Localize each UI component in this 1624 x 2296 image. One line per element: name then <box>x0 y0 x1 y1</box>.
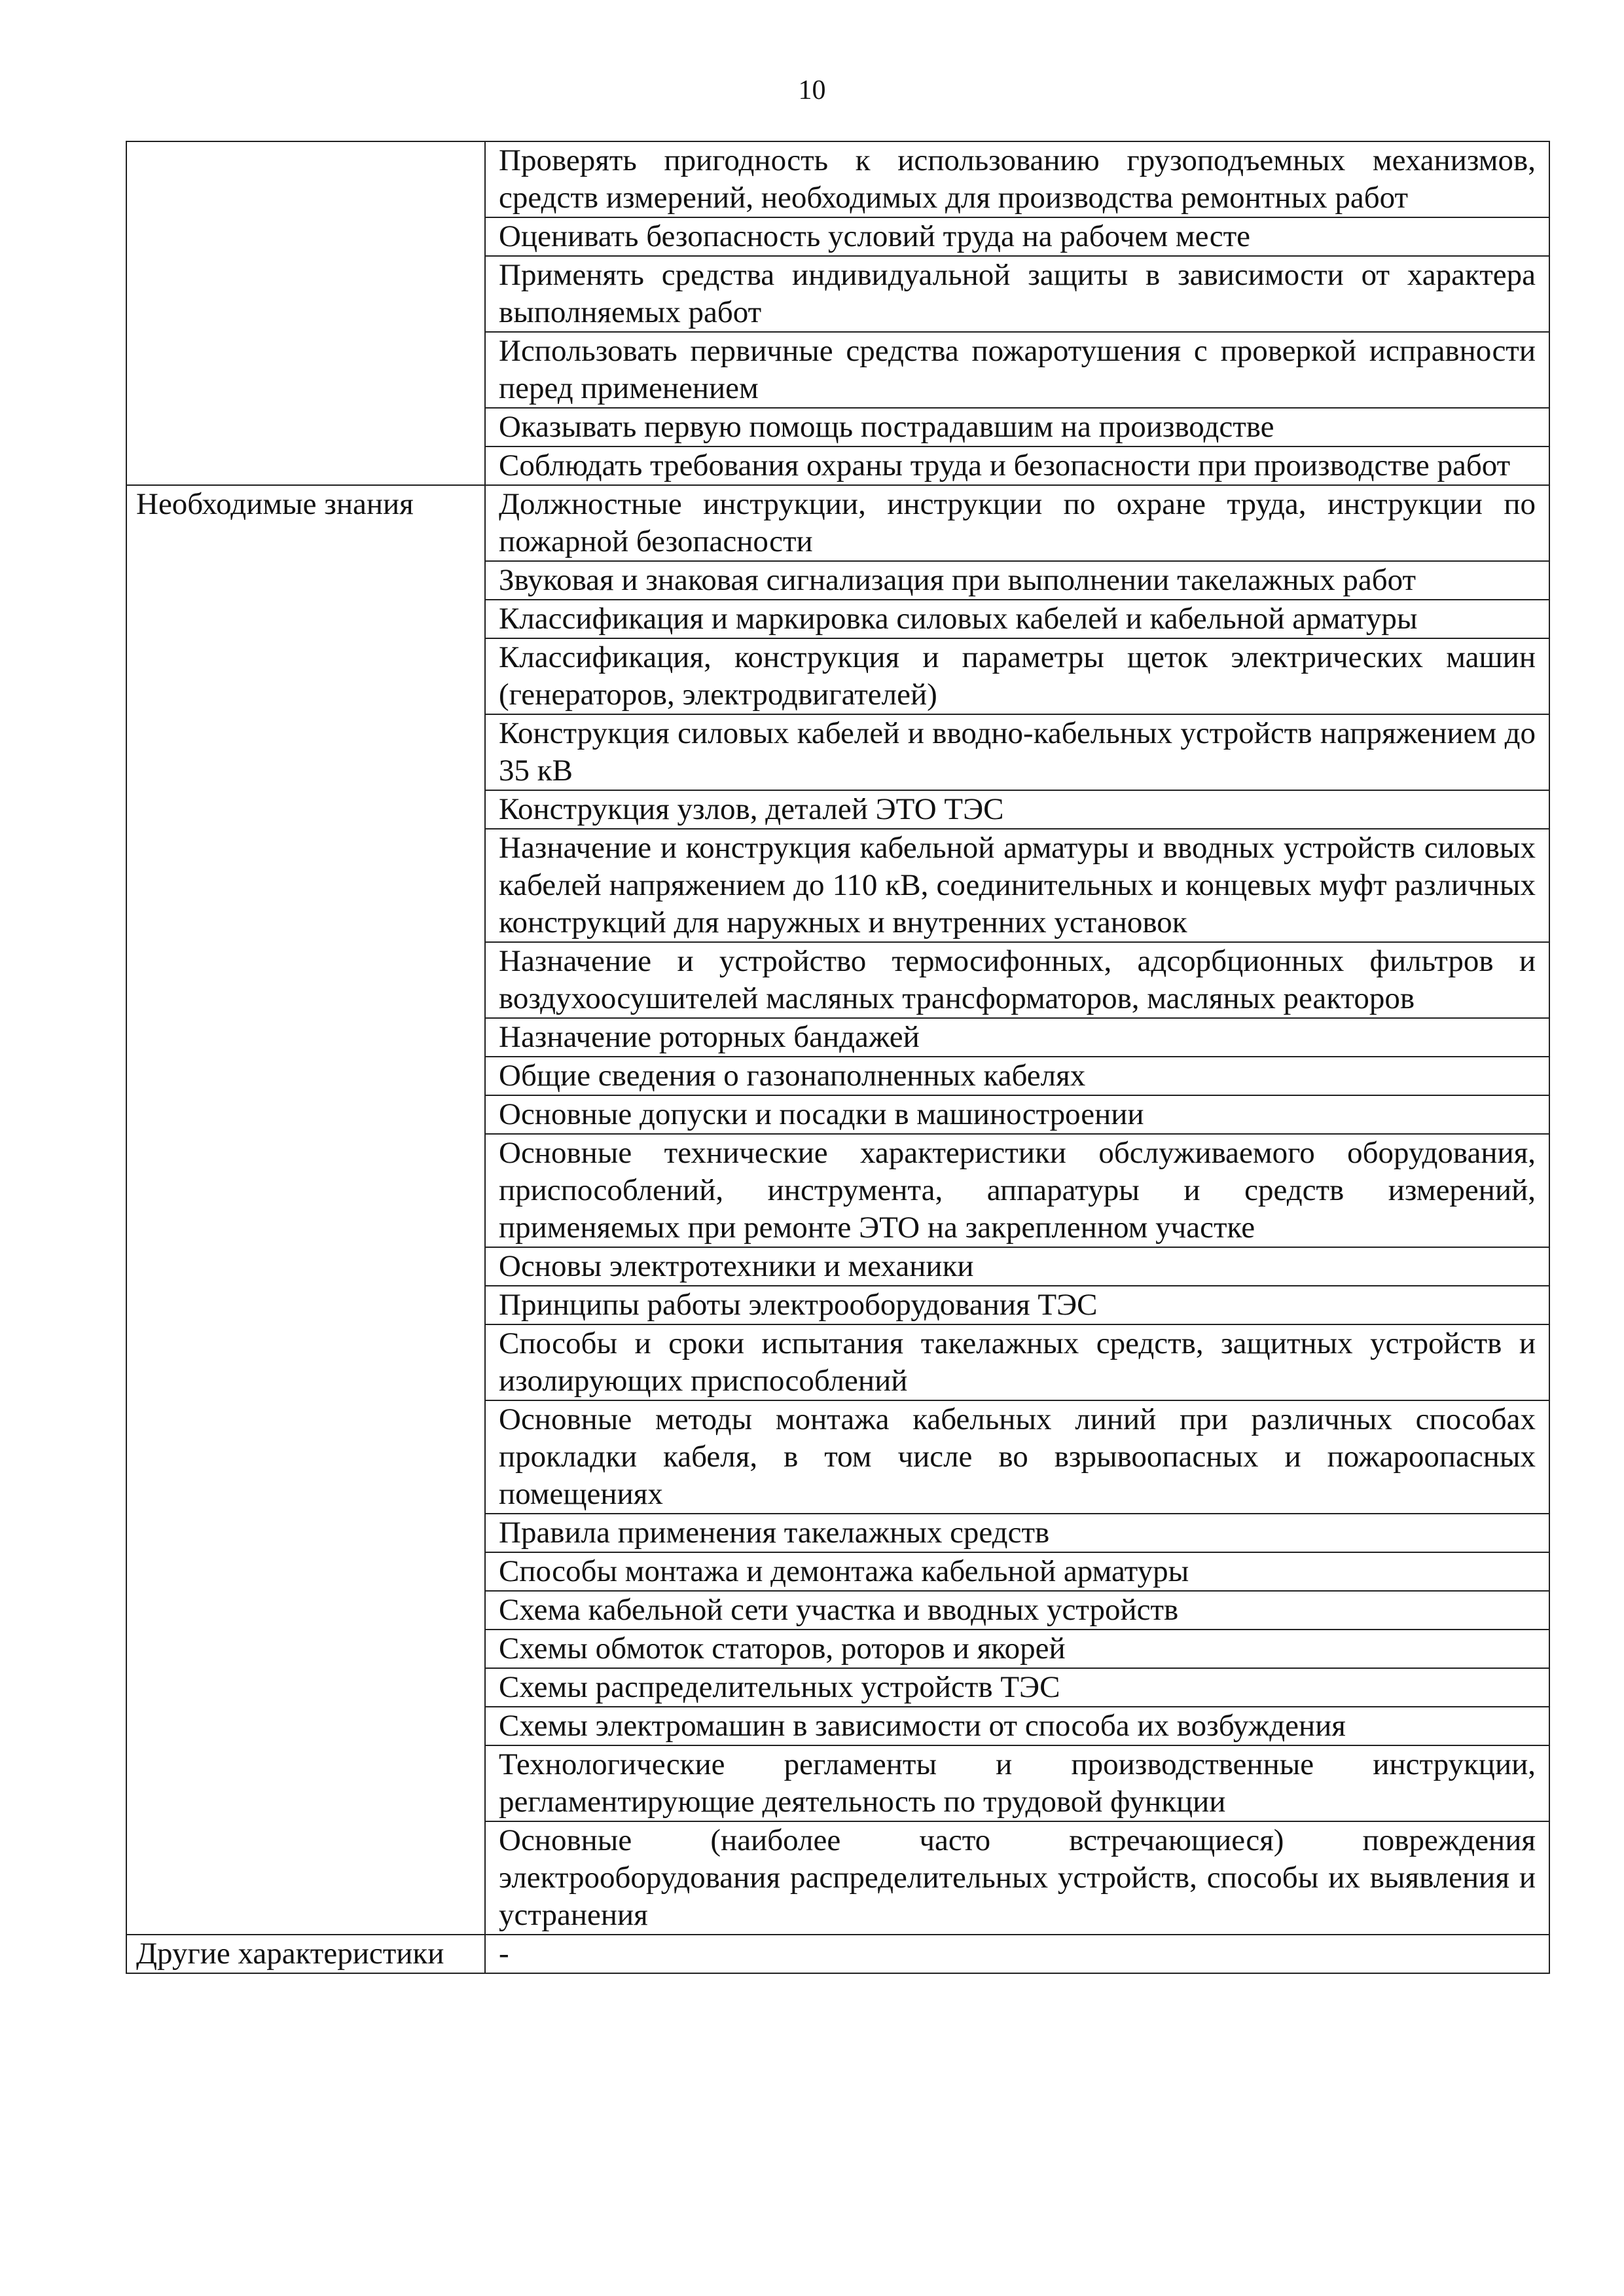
knowledge-item: Конструкция силовых кабелей и вводно-кабельных устройств напряжением до 35 кВ <box>485 714 1549 790</box>
skill-item: Проверять пригодность к использованию грузоподъемных механизмов, средств измерений, необходимых для производства ремонтных работ <box>485 141 1549 217</box>
knowledge-item: Принципы работы электрооборудования ТЭС <box>485 1286 1549 1324</box>
knowledge-item: Назначение и устройство термосифонных, адсорбционных фильтров и воздухоосушителей масляных трансформаторов, масляных реакторов <box>485 942 1549 1018</box>
knowledge-item: Назначение роторных бандажей <box>485 1018 1549 1057</box>
skills-label-cell <box>126 141 485 485</box>
knowledge-item: Звуковая и знаковая сигнализация при выполнении такелажных работ <box>485 561 1549 600</box>
table-row <box>126 485 1549 561</box>
skill-item: Использовать первичные средства пожаротушения с проверкой исправности перед применением <box>485 332 1549 408</box>
knowledge-item: Общие сведения о газонаполненных кабелях <box>485 1057 1549 1095</box>
table-row <box>126 141 1549 217</box>
knowledge-item: Основные технические характеристики обслуживаемого оборудования, приспособлений, инструмента, аппаратуры и средств измерений, применяемых при ремонте ЭТО на закрепленном участке <box>485 1134 1549 1247</box>
skill-item: Оказывать первую помощь пострадавшим на производстве <box>485 408 1549 446</box>
knowledge-item: Способы и сроки испытания такелажных средств, защитных устройств и изолирующих приспособлений <box>485 1324 1549 1400</box>
table-row <box>126 1935 1549 1973</box>
knowledge-item: Назначение и конструкция кабельной арматуры и вводных устройств силовых кабелей напряжением до 110 кВ, соединительных и концевых муфт различных конструкций для наружных и внутренних установок <box>485 829 1549 942</box>
skill-item: Соблюдать требования охраны труда и безопасности при производстве работ <box>485 446 1549 485</box>
other-characteristics-value: - <box>485 1935 1549 1973</box>
skill-item: Применять средства индивидуальной защиты в зависимости от характера выполняемых работ <box>485 256 1549 332</box>
knowledge-item: Схемы электромашин в зависимости от способа их возбуждения <box>485 1707 1549 1745</box>
knowledge-item: Основы электротехники и механики <box>485 1247 1549 1286</box>
knowledge-item: Классификация, конструкция и параметры щеток электрических машин (генераторов, электродвигателей) <box>485 638 1549 714</box>
labor-function-table <box>126 141 1550 1974</box>
knowledge-item: Конструкция узлов, деталей ЭТО ТЭС <box>485 790 1549 829</box>
knowledge-item: Правила применения такелажных средств <box>485 1514 1549 1552</box>
knowledge-item: Схемы распределительных устройств ТЭС <box>485 1668 1549 1707</box>
knowledge-item: Должностные инструкции, инструкции по охране труда, инструкции по пожарной безопасности <box>485 485 1549 561</box>
skill-item: Оценивать безопасность условий труда на рабочем месте <box>485 217 1549 256</box>
knowledge-item: Схема кабельной сети участка и вводных устройств <box>485 1591 1549 1630</box>
page-number: 10 <box>798 75 826 105</box>
knowledge-item: Способы монтажа и демонтажа кабельной арматуры <box>485 1552 1549 1591</box>
knowledge-item: Основные (наиболее часто встречающиеся) повреждения электрооборудования распределительных устройств, способы их выявления и устранения <box>485 1821 1549 1935</box>
knowledge-label: Необходимые знания <box>126 485 485 1935</box>
knowledge-item: Технологические регламенты и производственные инструкции, регламентирующие деятельность по трудовой функции <box>485 1745 1549 1821</box>
knowledge-item: Классификация и маркировка силовых кабелей и кабельной арматуры <box>485 600 1549 638</box>
knowledge-item: Основные методы монтажа кабельных линий при различных способах прокладки кабеля, в том числе во взрывоопасных и пожароопасных помещениях <box>485 1400 1549 1514</box>
other-characteristics-label: Другие характеристики <box>126 1935 485 1973</box>
knowledge-item: Основные допуски и посадки в машиностроении <box>485 1095 1549 1134</box>
knowledge-item: Схемы обмоток статоров, роторов и якорей <box>485 1630 1549 1668</box>
